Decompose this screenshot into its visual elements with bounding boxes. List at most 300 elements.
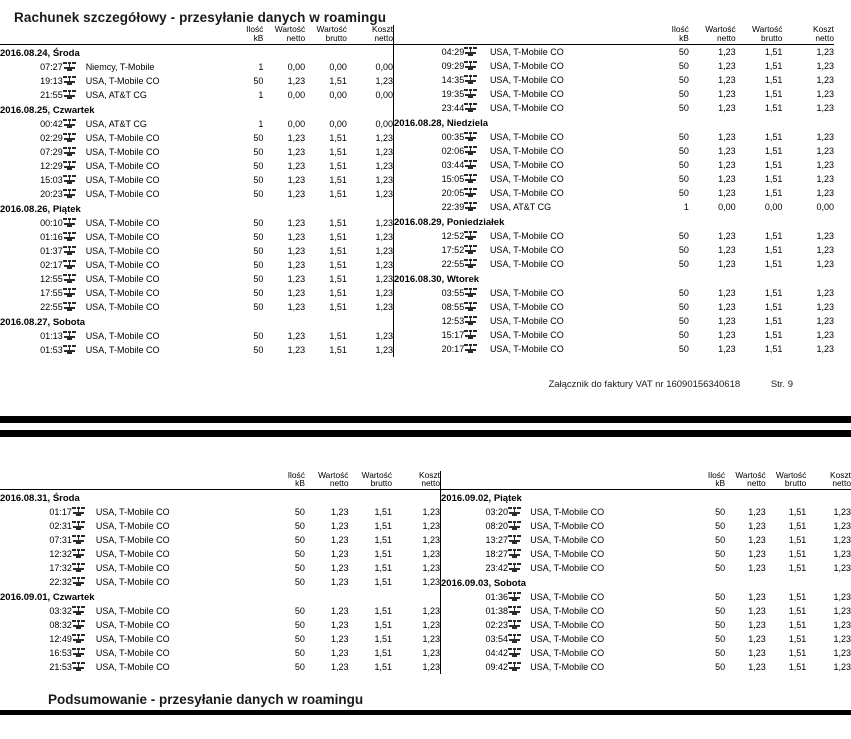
row-gross-value: 1,51 [329, 160, 347, 171]
row-gross-value: 1,51 [329, 344, 347, 355]
row-net-value: 1,23 [718, 187, 736, 198]
table-row [0, 60, 393, 74]
table-row [394, 229, 834, 243]
row-net-cost: 1,23 [422, 620, 440, 631]
col-header-quantity: Ilość kB [246, 24, 264, 43]
row-quantity: 50 [678, 159, 689, 170]
page-break-bar-bottom [0, 430, 851, 437]
date-label: 2016.08.30, Wtorek [394, 273, 480, 285]
row-destination: USA, T-Mobile CO [530, 620, 605, 631]
row-destination: USA, AT&T CG [85, 89, 147, 100]
row-net-value: 1,23 [718, 102, 736, 113]
col-header-time [394, 25, 464, 43]
row-net-cost: 1,23 [833, 648, 851, 659]
table-row [0, 173, 393, 187]
row-icon-cell [63, 244, 86, 258]
table-row [394, 186, 834, 200]
row-net-value: 1,23 [718, 159, 736, 170]
row-icon-cell [508, 618, 530, 632]
row-net-value: 1,23 [330, 535, 349, 546]
page-title: Rachunek szczegółowy - przesyłanie danych w roamingu [14, 10, 387, 25]
data-transfer-icon [508, 620, 521, 629]
data-transfer-icon [72, 521, 85, 530]
table-row [0, 618, 440, 632]
row-time: 01:36 [485, 592, 508, 603]
call-detail-table [0, 471, 440, 675]
row-icon-cell [63, 216, 86, 230]
data-transfer-icon [464, 330, 477, 339]
data-transfer-icon [508, 634, 521, 643]
row-net-cost: 1,23 [375, 188, 393, 199]
row-icon-cell [464, 286, 490, 300]
row-gross-value: 1,51 [329, 231, 347, 242]
row-time: 09:29 [441, 60, 465, 71]
row-time: 02:06 [441, 145, 465, 156]
data-transfer-icon [72, 606, 85, 615]
table-row [0, 272, 393, 286]
row-net-value: 1,23 [718, 244, 736, 255]
row-gross-value: 0,00 [764, 201, 783, 212]
page2-left-column [0, 471, 440, 675]
row-net-value: 1,23 [718, 74, 736, 85]
row-gross-value: 1,51 [374, 535, 393, 546]
row-quantity: 50 [678, 315, 689, 326]
data-transfer-icon [464, 245, 477, 254]
row-icon-cell [464, 314, 490, 328]
row-gross-value: 1,51 [764, 88, 783, 99]
date-group-header [0, 44, 393, 60]
table-row [441, 561, 851, 575]
row-time: 15:05 [441, 173, 465, 184]
table-body [394, 43, 834, 356]
row-quantity: 1 [258, 89, 264, 100]
col-header-icon [508, 471, 530, 489]
row-quantity: 50 [253, 146, 264, 157]
data-transfer-icon [464, 160, 477, 169]
row-net-cost: 1,23 [833, 549, 851, 560]
table-row [441, 547, 851, 561]
table-row [0, 117, 393, 131]
row-destination: USA, T-Mobile CO [530, 662, 605, 673]
row-destination: USA, T-Mobile CO [95, 563, 170, 574]
data-transfer-icon [63, 232, 76, 241]
row-time: 09:42 [485, 662, 508, 673]
row-net-value: 1,23 [287, 301, 306, 312]
date-label: 2016.08.29, Poniedziałek [394, 216, 505, 228]
data-transfer-icon [508, 648, 521, 657]
row-gross-value: 1,51 [329, 75, 347, 86]
data-transfer-icon [72, 535, 85, 544]
row-gross-value: 1,51 [788, 592, 807, 603]
row-gross-value: 1,51 [788, 662, 807, 673]
row-icon-cell [508, 519, 530, 533]
row-net-value: 1,23 [330, 521, 349, 532]
row-quantity: 50 [678, 258, 689, 269]
row-icon-cell [72, 561, 96, 575]
row-net-cost: 1,23 [816, 258, 834, 269]
table-row [0, 575, 440, 589]
row-time: 08:20 [485, 521, 508, 532]
row-net-cost: 1,23 [816, 159, 834, 170]
row-time: 19:13 [40, 75, 63, 86]
row-net-value: 1,23 [718, 315, 736, 326]
row-quantity: 1 [258, 61, 264, 72]
row-icon-cell [464, 243, 490, 257]
table-row [441, 533, 851, 547]
row-gross-value: 1,51 [764, 343, 783, 354]
row-icon-cell [464, 158, 490, 172]
row-time: 00:42 [40, 118, 63, 129]
row-net-cost: 1,23 [816, 88, 834, 99]
date-label: 2016.08.25, Czwartek [0, 104, 95, 116]
col-header-time [441, 471, 508, 489]
table-row [394, 300, 834, 314]
row-destination: USA, T-Mobile CO [85, 75, 160, 86]
row-net-value: 0,00 [718, 201, 736, 212]
row-quantity: 50 [294, 634, 305, 645]
table-row [0, 604, 440, 618]
data-transfer-icon [63, 246, 76, 255]
page2-right-column [441, 471, 851, 675]
row-icon-cell [63, 131, 86, 145]
date-label: 2016.08.24, Środa [0, 47, 80, 59]
row-time: 20:05 [441, 187, 465, 198]
row-quantity: 50 [253, 273, 264, 284]
row-icon-cell [72, 519, 96, 533]
data-transfer-icon [464, 89, 477, 98]
row-time: 16:53 [49, 648, 72, 659]
row-time: 17:55 [40, 287, 63, 298]
row-icon-cell [63, 286, 86, 300]
row-time: 02:29 [40, 132, 63, 143]
row-time: 21:55 [40, 89, 63, 100]
row-net-cost: 1,23 [375, 174, 393, 185]
row-quantity: 50 [678, 131, 689, 142]
row-destination: USA, T-Mobile CO [85, 344, 160, 355]
row-gross-value: 0,00 [329, 118, 347, 129]
row-icon-cell [63, 60, 86, 74]
row-destination: USA, AT&T CG [489, 201, 552, 212]
table-body [0, 488, 440, 674]
page-break-bar-top [0, 416, 851, 423]
table-row [0, 632, 440, 646]
table-row [0, 343, 393, 357]
summary-title: Podsumowanie - przesyłanie danych w roamingu [48, 692, 364, 708]
row-gross-value: 1,51 [374, 620, 393, 631]
row-net-cost: 0,00 [375, 89, 393, 100]
row-net-value: 1,23 [330, 606, 349, 617]
row-net-value: 1,23 [287, 160, 306, 171]
row-net-value: 1,23 [330, 549, 349, 560]
row-icon-cell [72, 505, 96, 519]
call-detail-table [394, 25, 834, 356]
row-quantity: 1 [683, 201, 689, 212]
row-gross-value: 1,51 [764, 315, 783, 326]
row-quantity: 50 [678, 230, 689, 241]
row-gross-value: 1,51 [788, 648, 807, 659]
row-net-cost: 1,23 [422, 648, 440, 659]
table-row [0, 131, 393, 145]
row-time: 00:35 [441, 131, 465, 142]
row-net-value: 1,23 [330, 634, 349, 645]
row-gross-value: 0,00 [329, 89, 347, 100]
table-row [441, 646, 851, 660]
row-quantity: 50 [294, 648, 305, 659]
row-destination: USA, T-Mobile CO [489, 131, 564, 142]
row-quantity: 50 [253, 259, 264, 270]
row-net-value: 1,23 [718, 173, 736, 184]
row-icon-cell [464, 144, 490, 158]
col-header-cost: Koszt netto [372, 24, 393, 43]
data-transfer-icon [508, 521, 521, 530]
data-transfer-icon [63, 133, 76, 142]
table-row [441, 618, 851, 632]
table-row [441, 632, 851, 646]
row-net-cost: 1,23 [816, 230, 834, 241]
data-transfer-icon [464, 288, 477, 297]
row-icon-cell [63, 230, 86, 244]
col-header-net: Wartość netto [274, 24, 306, 43]
row-net-cost: 1,23 [833, 535, 851, 546]
row-net-value: 1,23 [718, 287, 736, 298]
table-row [0, 88, 393, 102]
row-destination: USA, T-Mobile CO [489, 315, 564, 326]
data-transfer-icon [72, 507, 85, 516]
data-transfer-icon [72, 648, 85, 657]
row-net-cost: 1,23 [816, 301, 834, 312]
data-transfer-icon [72, 577, 85, 586]
row-gross-value: 1,51 [764, 244, 783, 255]
row-net-cost: 1,23 [816, 329, 834, 340]
col-header-quantity: Ilość kB [707, 469, 726, 489]
row-time: 00:10 [40, 217, 63, 228]
row-gross-value: 1,51 [374, 577, 393, 588]
row-net-value: 1,23 [748, 620, 766, 631]
row-net-value: 1,23 [287, 174, 306, 185]
row-icon-cell [508, 660, 530, 674]
row-net-value: 1,23 [718, 88, 736, 99]
row-quantity: 50 [294, 577, 305, 588]
row-quantity: 50 [678, 187, 689, 198]
row-quantity: 50 [253, 301, 264, 312]
row-destination: USA, T-Mobile CO [489, 187, 564, 198]
data-transfer-icon [63, 189, 76, 198]
row-time: 08:55 [441, 301, 465, 312]
row-icon-cell [72, 533, 96, 547]
row-net-value: 1,23 [748, 563, 766, 574]
col-header-icon [63, 25, 86, 43]
row-quantity: 50 [678, 287, 689, 298]
row-net-value: 1,23 [748, 634, 766, 645]
row-destination: USA, T-Mobile CO [95, 577, 170, 588]
row-icon-cell [72, 618, 96, 632]
row-quantity: 50 [678, 102, 689, 113]
row-gross-value: 1,51 [374, 662, 393, 673]
table-row [0, 660, 440, 674]
row-net-cost: 1,23 [422, 563, 440, 574]
data-transfer-icon [464, 344, 477, 353]
table-row [0, 145, 393, 159]
row-net-cost: 1,23 [422, 507, 440, 518]
table-row [394, 158, 834, 172]
row-time: 04:29 [441, 46, 465, 57]
row-net-value: 1,23 [718, 329, 736, 340]
row-gross-value: 1,51 [329, 330, 347, 341]
col-header-gross: Wartość brutto [752, 24, 783, 43]
row-net-value: 1,23 [330, 507, 349, 518]
row-quantity: 50 [253, 188, 264, 199]
row-net-value: 1,23 [748, 521, 766, 532]
row-time: 01:38 [485, 606, 508, 617]
row-net-value: 0,00 [287, 118, 306, 129]
row-net-cost: 1,23 [375, 344, 393, 355]
row-net-value: 1,23 [718, 131, 736, 142]
row-net-cost: 1,23 [816, 173, 834, 184]
row-net-value: 1,23 [718, 301, 736, 312]
row-quantity: 50 [715, 521, 726, 532]
data-transfer-icon [63, 62, 76, 71]
row-net-value: 1,23 [287, 217, 306, 228]
table-row [441, 590, 851, 604]
row-destination: USA, T-Mobile CO [85, 217, 160, 228]
row-icon-cell [464, 186, 490, 200]
row-quantity: 50 [294, 535, 305, 546]
row-net-value: 1,23 [748, 648, 766, 659]
data-transfer-icon [63, 147, 76, 156]
row-icon-cell [63, 117, 86, 131]
data-transfer-icon [464, 75, 477, 84]
data-transfer-icon [63, 274, 76, 283]
row-icon-cell [508, 547, 530, 561]
data-transfer-icon [72, 662, 85, 671]
table-row [441, 660, 851, 674]
row-net-cost: 1,23 [833, 507, 851, 518]
row-net-value: 1,23 [330, 620, 349, 631]
row-gross-value: 1,51 [764, 145, 783, 156]
row-gross-value: 1,51 [788, 549, 807, 560]
row-icon-cell [72, 632, 96, 646]
row-quantity: 50 [253, 344, 264, 355]
row-time: 03:54 [485, 634, 508, 645]
table-row [394, 87, 834, 101]
row-icon-cell [63, 258, 86, 272]
row-net-cost: 0,00 [816, 201, 834, 212]
table-row [394, 101, 834, 115]
row-net-value: 1,23 [718, 230, 736, 241]
col-header-destination [490, 25, 642, 43]
row-quantity: 50 [678, 244, 689, 255]
row-gross-value: 1,51 [764, 74, 783, 85]
row-time: 20:17 [441, 343, 465, 354]
row-net-cost: 1,23 [816, 60, 834, 71]
row-net-value: 1,23 [718, 60, 736, 71]
row-time: 03:32 [49, 606, 72, 617]
row-time: 12:52 [441, 230, 465, 241]
data-transfer-icon [72, 620, 85, 629]
table-header [394, 25, 834, 43]
row-icon-cell [464, 130, 490, 144]
row-icon-cell [464, 229, 490, 243]
page-break-gap [0, 423, 851, 430]
row-destination: USA, T-Mobile CO [85, 245, 160, 256]
row-time: 17:52 [441, 244, 465, 255]
date-group-header [394, 115, 834, 130]
row-net-cost: 1,23 [833, 521, 851, 532]
row-net-cost: 1,23 [422, 549, 440, 560]
page2-columns [0, 437, 851, 675]
table-header [441, 471, 851, 489]
date-label: 2016.09.01, Czwartek [0, 592, 95, 604]
date-label: 2016.09.02, Piątek [441, 493, 522, 505]
date-group-header [441, 490, 851, 506]
row-icon-cell [508, 632, 530, 646]
table-body [441, 488, 851, 674]
row-net-cost: 1,23 [816, 74, 834, 85]
row-gross-value: 1,51 [764, 159, 783, 170]
row-quantity: 50 [678, 88, 689, 99]
data-transfer-icon [508, 507, 521, 516]
row-destination: USA, T-Mobile CO [85, 231, 160, 242]
row-gross-value: 1,51 [788, 535, 807, 546]
page-number: Str. 9 [770, 378, 793, 390]
row-quantity: 50 [294, 606, 305, 617]
row-quantity: 50 [678, 343, 689, 354]
col-header-net: Wartość netto [318, 469, 349, 489]
row-icon-cell [63, 300, 86, 314]
row-time: 23:42 [485, 563, 508, 574]
row-gross-value: 1,51 [329, 132, 347, 143]
data-transfer-icon [63, 90, 76, 99]
date-group-header [0, 102, 393, 117]
row-time: 12:53 [441, 315, 465, 326]
row-icon-cell [72, 547, 96, 561]
row-gross-value: 1,51 [374, 648, 393, 659]
col-header-quantity: Ilość kB [671, 24, 689, 43]
row-time: 12:32 [49, 549, 72, 560]
row-time: 19:35 [441, 88, 465, 99]
data-transfer-icon [63, 119, 76, 128]
table-row [0, 286, 393, 300]
row-net-cost: 1,23 [422, 521, 440, 532]
table-row [394, 73, 834, 87]
table-row [0, 258, 393, 272]
row-destination: USA, T-Mobile CO [530, 507, 605, 518]
row-net-cost: 1,23 [816, 315, 834, 326]
col-header-destination [96, 471, 262, 489]
row-gross-value: 1,51 [374, 521, 393, 532]
col-header-destination [86, 25, 222, 43]
row-gross-value: 1,51 [329, 217, 347, 228]
row-destination: USA, T-Mobile CO [530, 592, 605, 603]
row-time: 01:53 [40, 344, 63, 355]
row-quantity: 50 [294, 521, 305, 532]
row-gross-value: 1,51 [764, 230, 783, 241]
row-time: 08:32 [49, 620, 72, 631]
row-destination: USA, T-Mobile CO [85, 301, 160, 312]
col-header-cost: Koszt netto [419, 469, 440, 489]
row-destination: USA, T-Mobile CO [95, 507, 170, 518]
row-destination: USA, T-Mobile CO [489, 244, 564, 255]
row-destination: USA, T-Mobile CO [85, 132, 160, 143]
row-gross-value: 1,51 [329, 259, 347, 270]
date-group-header [394, 214, 834, 229]
row-net-cost: 1,23 [816, 343, 834, 354]
row-net-cost: 1,23 [375, 259, 393, 270]
date-group-header [441, 575, 851, 590]
row-icon-cell [464, 328, 490, 342]
data-transfer-icon [508, 606, 521, 615]
data-transfer-icon [464, 231, 477, 240]
